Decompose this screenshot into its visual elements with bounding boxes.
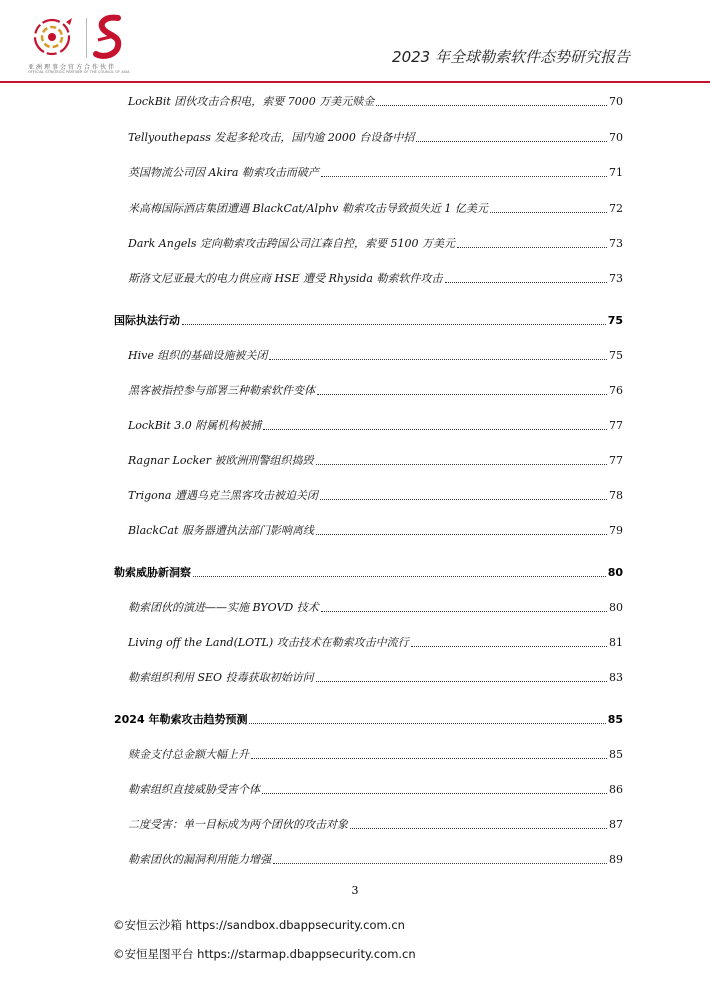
toc-entry-title: Ragnar Locker 被欧洲刑警组织捣毁 [128,454,314,467]
toc-entry-title: 国际执法行动 [114,314,180,327]
toc-entry-page: 75 [609,349,623,362]
document-title: 2023 年全球勒索软件态势研究报告 [392,48,630,66]
toc-entry-page: 79 [609,524,623,537]
toc-entry[interactable] [128,349,623,363]
toc-entry[interactable] [128,818,623,832]
footer-starmap-link[interactable]: ©安恒星图平台 https://starmap.dbappsecurity.com.cn [113,947,416,961]
toc-entry-page: 83 [609,671,623,684]
toc-section-heading[interactable] [114,566,623,580]
toc-entry[interactable] [128,671,623,685]
toc-leader [445,282,608,283]
toc-entry-title: 勒索团伙的漏洞利用能力增强 [128,853,271,866]
toc-leader [269,359,607,360]
toc-entry-page: 70 [609,95,623,108]
logo-divider [86,18,87,58]
page-header [0,0,710,86]
toc-entry-title: 英国物流公司因 Akira 勒索攻击而破产 [128,166,319,179]
toc-entry-title: 米高梅国际酒店集团遭遇 BlackCat/Alphv 勒索攻击导致损失近 1 亿美元 [128,202,488,215]
toc-entry[interactable] [128,783,623,797]
toc-leader [490,212,607,213]
toc-entry-title: BlackCat 服务器遭执法部门影响离线 [128,524,314,537]
toc-leader [316,464,607,465]
toc-entry-title: 勒索威胁新洞察 [114,566,191,579]
toc-section-heading[interactable] [114,713,623,727]
toc-entry-page: 80 [607,566,623,579]
toc-leader [376,105,607,106]
toc-entry-page: 71 [609,166,623,179]
toc-entry-title: Tellyouthepass 发起多轮攻击，国内逾 2000 台设备中招 [128,131,415,144]
toc-leader [317,394,607,395]
toc-entry[interactable] [128,131,623,145]
toc-entry-page: 85 [607,713,623,726]
toc-entry[interactable] [128,748,623,762]
page-number: 3 [351,884,359,897]
toc-leader [416,141,607,142]
toc-entry-page: 76 [609,384,623,397]
toc-entry[interactable] [128,237,623,251]
toc-leader [411,646,607,647]
toc-leader [182,324,606,325]
toc-leader [193,576,606,577]
toc-entry-title: 勒索团伙的演进——实施 BYOVD 技术 [128,601,319,614]
toc-entry-title: Dark Angels 定向勒索攻击跨国公司江森自控，索要 5100 万美元 [128,237,456,250]
toc-entry[interactable] [128,202,623,216]
toc-entry-page: 85 [609,748,623,761]
toc-leader [316,681,607,682]
toc-entry-title: 勒索组织利用 SEO 投毒获取初始访问 [128,671,314,684]
footer-sandbox-link[interactable]: ©安恒云沙箱 https://sandbox.dbappsecurity.com.cn [113,918,405,932]
toc-leader [350,828,607,829]
toc-leader [263,429,607,430]
toc-entry[interactable] [128,489,623,503]
toc-entry[interactable] [128,454,623,468]
toc-entry[interactable] [128,853,623,867]
toc-entry-page: 73 [609,237,623,250]
toc-leader [321,611,607,612]
toc-leader [249,723,605,724]
header-rule [0,81,710,83]
toc-entry-title: 赎金支付总金额大幅上升 [128,748,249,761]
toc-entry[interactable] [128,601,623,615]
asia-council-logo-icon [28,14,84,60]
toc-entry[interactable] [128,384,623,398]
toc-entry[interactable] [128,166,623,180]
toc-leader [273,863,607,864]
toc-entry-title: 二度受害：单一目标成为两个团伙的攻击对象 [128,818,348,831]
toc-entry-page: 73 [609,272,623,285]
toc-entry-page: 87 [609,818,623,831]
toc-leader [251,758,607,759]
toc-entry-page: 77 [609,454,623,467]
toc-entry[interactable] [128,272,623,286]
toc-entry-page: 77 [609,419,623,432]
org-subtitle: OFFICIAL STRATEGIC PARTNER OF THE COUNCIL OF ASIA [28,70,130,74]
toc-entry-page: 86 [609,783,623,796]
toc-entry[interactable] [128,636,623,650]
toc-entry-title: Living off the Land(LOTL) 攻击技术在勒索攻击中流行 [128,636,409,649]
toc-leader [321,176,607,177]
org-name: 亚洲理事会官方合作伙伴 [28,64,117,71]
toc-leader [262,793,607,794]
toc-leader [320,499,607,500]
toc-entry-page: 81 [609,636,623,649]
toc-leader [457,247,607,248]
toc-entry-title: 勒索组织直接威胁受害个体 [128,783,260,796]
toc-entry-page: 80 [609,601,623,614]
partner-s-logo-icon [92,14,126,62]
toc-entry-page: 75 [607,314,623,327]
toc-entry[interactable] [128,524,623,538]
toc-entry-title: 黑客被指控参与部署三种勒索软件变体 [128,384,315,397]
toc-entry-title: 斯洛文尼亚最大的电力供应商 HSE 遭受 Rhysida 勒索软件攻击 [128,272,443,285]
toc-entry-title: LockBit 3.0 附属机构被捕 [128,419,262,432]
toc-entry-page: 70 [609,131,623,144]
toc-entry[interactable] [128,419,623,433]
toc-entry-page: 72 [609,202,623,215]
toc-entry-page: 78 [609,489,623,502]
toc-leader [316,534,607,535]
toc-entry-title: LockBit 团伙攻击合积电，索要 7000 万美元赎金 [128,95,375,108]
toc-entry-title: Hive 组织的基础设施被关闭 [128,349,268,362]
toc-entry-title: 2024 年勒索攻击趋势预测 [114,713,248,726]
toc-entry-title: Trigona 遭遇乌克兰黑客攻击被迫关闭 [128,489,318,502]
toc-entry[interactable] [128,95,623,109]
toc-entry-page: 89 [609,853,623,866]
toc-section-heading[interactable] [114,314,623,328]
